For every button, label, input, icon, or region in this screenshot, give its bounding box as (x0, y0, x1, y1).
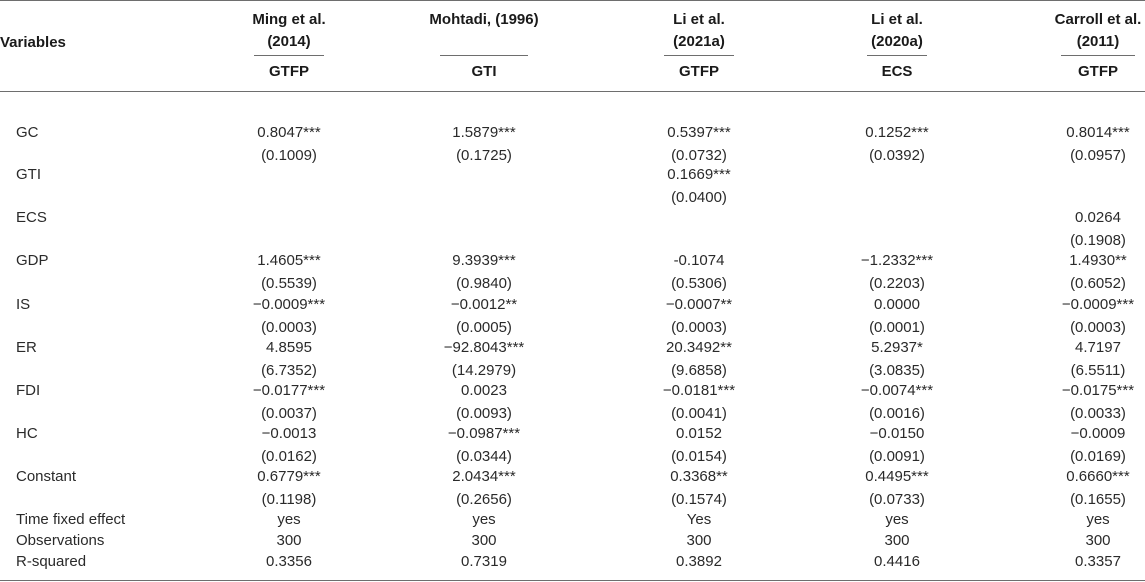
column-title-line1: Ming et al. (252, 11, 326, 28)
footer-value-cell: 0.3357 (1075, 553, 1121, 570)
footer-value-cell: 0.4416 (874, 553, 920, 570)
column-title-line1: Li et al. (673, 11, 725, 28)
coefficient-cell: 0.8047*** (257, 124, 321, 141)
footer-value-cell: 300 (686, 532, 712, 549)
column-title-line2: (2021a) (673, 33, 725, 50)
standard-error-cell: (0.0093) (456, 405, 512, 422)
coefficient-cell: −0.0177*** (252, 382, 326, 399)
standard-error-cell: (0.5306) (671, 275, 727, 292)
column-title-rule (1061, 55, 1135, 56)
column-dependent-variable: GTFP (269, 63, 309, 80)
coefficient-cell: −0.0175*** (1061, 382, 1135, 399)
standard-error-cell: (0.0001) (869, 319, 925, 336)
footer-row-name: Time fixed effect (16, 511, 126, 528)
standard-error-cell: (6.7352) (261, 362, 317, 379)
standard-error-cell: (0.0732) (671, 147, 727, 164)
coefficient-cell: 0.6779*** (257, 468, 321, 485)
variable-name: HC (16, 425, 38, 442)
footer-value-cell: 300 (1085, 532, 1111, 549)
footer-value-cell: 300 (471, 532, 497, 549)
coefficient-cell: 0.8014*** (1066, 124, 1130, 141)
column-title-line1: Li et al. (871, 11, 923, 28)
coefficient-cell: −0.0150 (869, 425, 925, 442)
standard-error-cell: (0.0003) (671, 319, 727, 336)
coefficient-cell: 0.0264 (1075, 209, 1121, 226)
coefficient-cell: 0.0000 (874, 296, 920, 313)
coefficient-cell: −0.0181*** (662, 382, 736, 399)
standard-error-cell: (0.0400) (671, 189, 727, 206)
coefficient-cell: 0.1252*** (865, 124, 929, 141)
standard-error-cell: (0.0162) (261, 448, 317, 465)
footer-value-cell: 300 (276, 532, 302, 549)
column-dependent-variable: GTFP (679, 63, 719, 80)
standard-error-cell: (0.0957) (1070, 147, 1126, 164)
footer-value-cell: yes (1086, 511, 1110, 528)
coefficient-cell: −0.0009 (1070, 425, 1126, 442)
standard-error-cell: (0.6052) (1070, 275, 1126, 292)
column-title: Mohtadi, (1996) (429, 11, 539, 28)
standard-error-cell: (0.1908) (1070, 232, 1126, 249)
coefficient-cell: 5.2937* (871, 339, 923, 356)
standard-error-cell: (0.0016) (869, 405, 925, 422)
footer-value-cell: yes (277, 511, 301, 528)
coefficient-cell: 1.4605*** (257, 252, 321, 269)
standard-error-cell: (0.0033) (1070, 405, 1126, 422)
column-title-line2: (2020a) (871, 33, 923, 50)
footer-value-cell: yes (885, 511, 909, 528)
top-rule (0, 0, 1145, 1)
standard-error-cell: (9.6858) (671, 362, 727, 379)
coefficient-cell: −0.0007** (665, 296, 733, 313)
column-title-line2: (2014) (267, 33, 311, 50)
coefficient-cell: 2.0434*** (452, 468, 516, 485)
standard-error-cell: (0.0154) (671, 448, 727, 465)
coefficient-cell: −92.8043*** (443, 339, 525, 356)
coefficient-cell: −1.2332*** (860, 252, 934, 269)
standard-error-cell: (0.9840) (456, 275, 512, 292)
column-title-rule (440, 55, 528, 56)
standard-error-cell: (0.0392) (869, 147, 925, 164)
footer-row-name: Observations (16, 532, 105, 549)
footer-value-cell: 0.3892 (676, 553, 722, 570)
coefficient-cell: 0.6660*** (1066, 468, 1130, 485)
footer-value-cell: Yes (686, 511, 712, 528)
variable-name: ER (16, 339, 37, 356)
column-dependent-variable: GTFP (1078, 63, 1118, 80)
standard-error-cell: (0.1574) (671, 491, 727, 508)
standard-error-cell: (0.0041) (671, 405, 727, 422)
coefficient-cell: 20.3492** (666, 339, 732, 356)
coefficient-cell: −0.0009*** (1061, 296, 1135, 313)
standard-error-cell: (0.2656) (456, 491, 512, 508)
footer-row-name: R-squared (16, 553, 87, 570)
coefficient-cell: 0.4495*** (865, 468, 929, 485)
standard-error-cell: (0.0344) (456, 448, 512, 465)
standard-error-cell: (0.1198) (261, 491, 317, 508)
footer-value-cell: 300 (884, 532, 910, 549)
standard-error-cell: (0.5539) (261, 275, 317, 292)
standard-error-cell: (0.2203) (869, 275, 925, 292)
coefficient-cell: −0.0012** (450, 296, 518, 313)
standard-error-cell: (0.1725) (456, 147, 512, 164)
standard-error-cell: (0.0091) (869, 448, 925, 465)
footer-value-cell: 0.3356 (266, 553, 312, 570)
coefficient-cell: 0.1669*** (667, 166, 731, 183)
footer-value-cell: yes (472, 511, 496, 528)
coefficient-cell: 0.5397*** (667, 124, 731, 141)
coefficient-cell: −0.0013 (261, 425, 317, 442)
coefficient-cell: 0.0023 (461, 382, 507, 399)
coefficient-cell: −0.0987*** (447, 425, 521, 442)
header-bottom-rule (0, 91, 1145, 92)
coefficient-cell: 1.5879*** (452, 124, 516, 141)
coefficient-cell: −0.0009*** (252, 296, 326, 313)
variable-name: FDI (16, 382, 41, 399)
column-title-rule (867, 55, 927, 56)
variable-name: Constant (16, 468, 77, 485)
coefficient-cell: 0.3368** (670, 468, 728, 485)
coefficient-cell: -0.1074 (673, 252, 725, 269)
variable-name: GC (16, 124, 39, 141)
variables-header: Variables (0, 34, 66, 51)
standard-error-cell: (0.0037) (261, 405, 317, 422)
standard-error-cell: (0.1655) (1070, 491, 1126, 508)
column-dependent-variable: ECS (881, 63, 913, 80)
standard-error-cell: (6.5511) (1070, 362, 1126, 379)
variable-name: GDP (16, 252, 49, 269)
standard-error-cell: (3.0835) (869, 362, 925, 379)
column-title-line2: (2011) (1076, 33, 1120, 50)
column-title-rule (664, 55, 734, 56)
column-dependent-variable: GTI (471, 63, 497, 80)
standard-error-cell: (0.0169) (1070, 448, 1126, 465)
variable-name: GTI (16, 166, 41, 183)
standard-error-cell: (0.1009) (261, 147, 317, 164)
standard-error-cell: (0.0003) (1070, 319, 1126, 336)
column-title-rule (254, 55, 324, 56)
coefficient-cell: 9.3939*** (452, 252, 516, 269)
coefficient-cell: 4.8595 (266, 339, 312, 356)
coefficient-cell: 1.4930** (1069, 252, 1127, 269)
standard-error-cell: (0.0003) (261, 319, 317, 336)
footer-value-cell: 0.7319 (461, 553, 507, 570)
column-title-line1: Carroll et al. (1054, 11, 1142, 28)
coefficient-cell: 4.7197 (1075, 339, 1121, 356)
standard-error-cell: (14.2979) (451, 362, 517, 379)
standard-error-cell: (0.0733) (869, 491, 925, 508)
standard-error-cell: (0.0005) (456, 319, 512, 336)
bottom-rule (0, 580, 1145, 581)
variable-name: IS (16, 296, 31, 313)
coefficient-cell: −0.0074*** (860, 382, 934, 399)
coefficient-cell: 0.0152 (676, 425, 722, 442)
variable-name: ECS (16, 209, 47, 226)
